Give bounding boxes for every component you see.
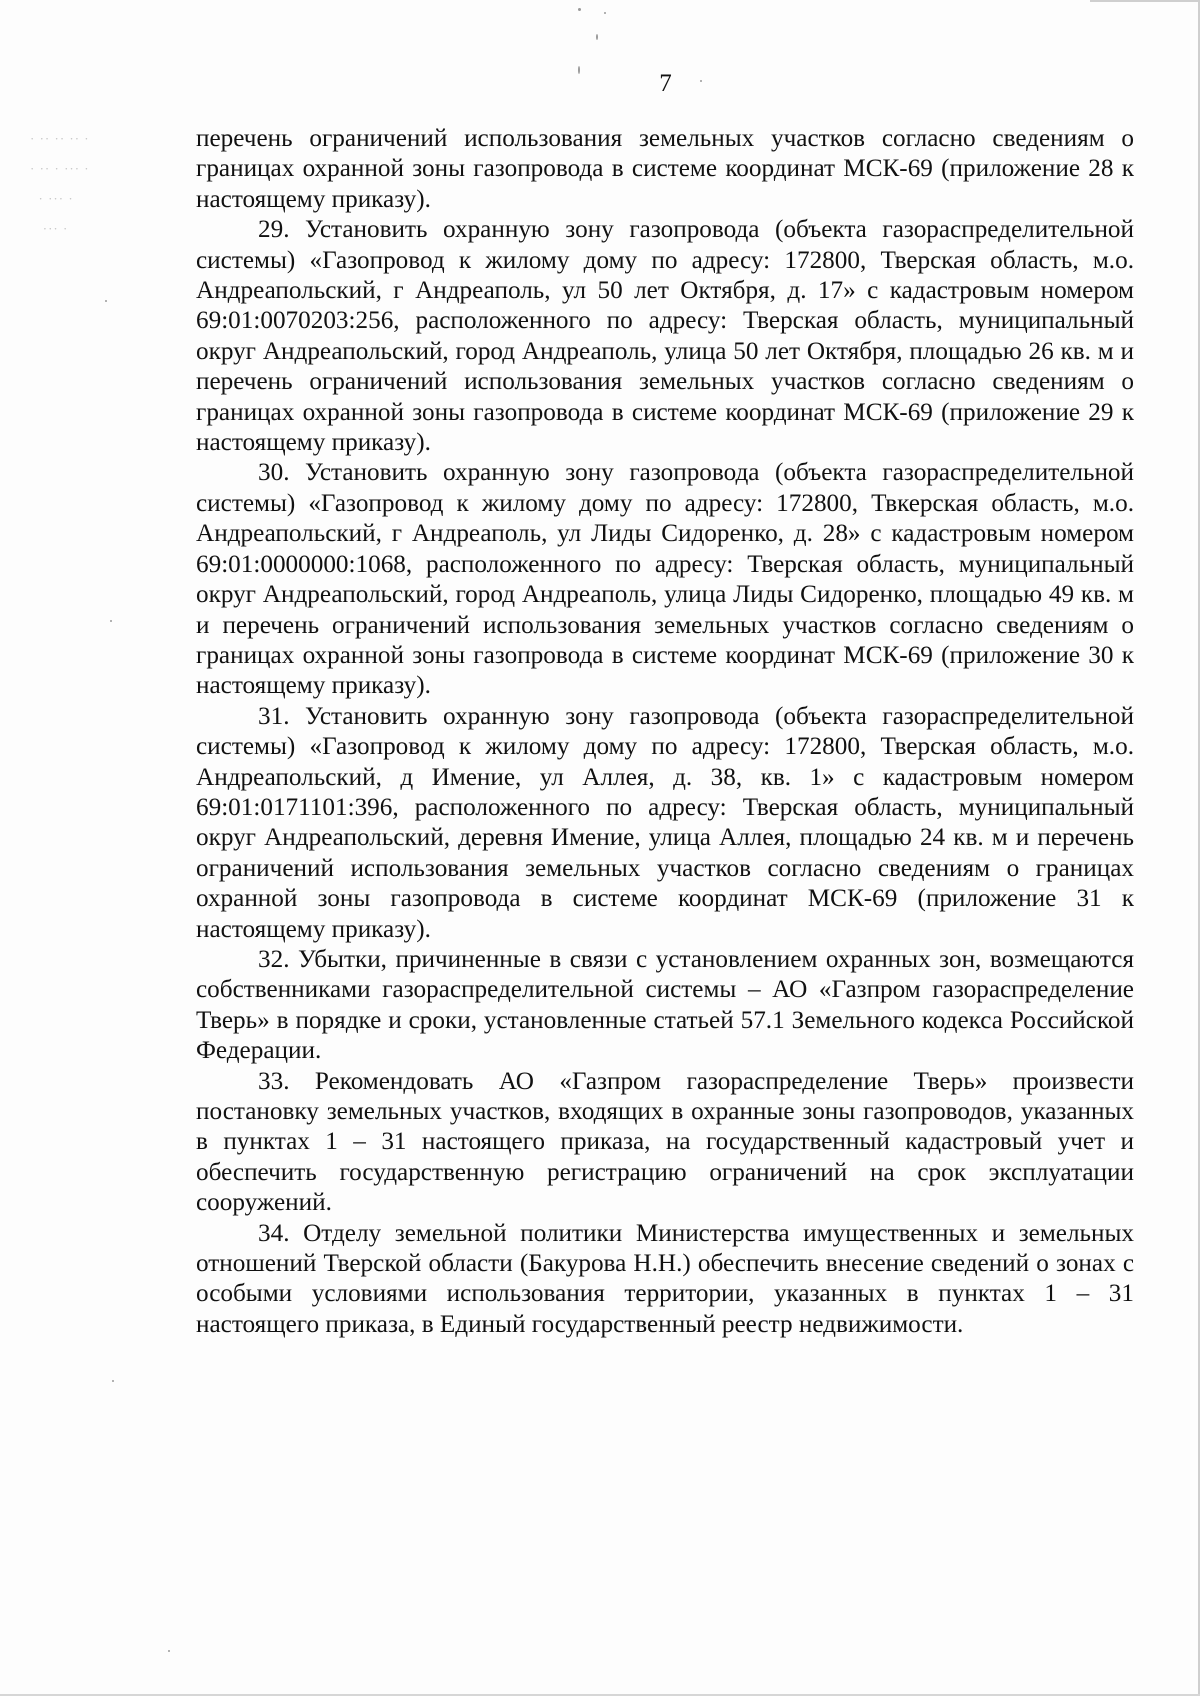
scan-speck	[578, 8, 581, 11]
paragraph-33: 33. Рекомендовать АО «Газпром газораспределение Тверь» произвести постановку земельных участков, входящих в охранные зоны газопроводов, указанных в пунктах 1 – 31 настоящего приказа, на государственный кадастровый учет и обеспечить государственную регистрацию ограничений на срок эксплуатации сооружений.	[196, 1067, 1134, 1217]
paragraph-32: 32. Убытки, причиненные в связи с установлением охранных зон, возмещаются собственниками газораспределительной системы – АО «Газпром газораспределение Тверь» в порядке и сроки, установленные статьей 57.1 Земельного кодекса Российской Федерации.	[196, 945, 1134, 1065]
scan-edge-top	[1090, 0, 1200, 2]
page-number: 7	[659, 70, 672, 97]
margin-bleed-through	[30, 124, 140, 244]
scan-speck	[110, 620, 112, 622]
paragraph-34: 34. Отделу земельной политики Министерства имущественных и земельных отношений Тверской области (Бакурова Н.Н.) обеспечить внесение сведений о зонах с особыми условиями использования территории, указанных в пунктах 1 – 31 настоящего приказа, в Единый государственный реестр недвижимости.	[196, 1219, 1134, 1338]
scan-speck	[604, 12, 606, 14]
scan-speck	[168, 1650, 170, 1652]
paragraph-29: 29. Установить охранную зону газопровода (объекта газораспределительной системы) «Газопровод к жилому дому по адресу: 172800, Тверская область, м.о. Андреапольский, г Андреаполь, ул 50 лет Октября, д. 17» с кадастровым номером 69:01:0070203:256, расположенного по адресу: Тверская область, муниципальный округ Андреапольский, город Андреаполь, улица 50 лет Октября, площадью 26 кв. м и перечень ограничений использования земельных участков согласно сведениям о границах охранной зоны газопровода в системе координат МСК-69 (приложение 29 к настоящему приказу).	[196, 216, 1134, 457]
scan-speck	[596, 34, 598, 40]
document-body	[196, 124, 1134, 1340]
paragraph-30: 30. Установить охранную зону газопровода (объекта газораспределительной системы) «Газопровод к жилому дому по адресу: 172800, Твкерская область, м.о. Андреапольский, г Андреаполь, ул Лиды Сидоренко, д. 28» с кадастровым номером 69:01:0000000:1068, расположенного по адресу: Тверская область, муниципальный округ Андреапольский, город Андреаполь, улица Лиды Сидоренко, площадью 49 кв. м и перечень ограничений использования земельных участков согласно сведениям о границах охранной зоны газопровода в системе координат МСК-69 (приложение 30 к настоящему приказу).	[196, 459, 1134, 700]
scan-speck	[112, 1380, 114, 1382]
paragraph-31: 31. Установить охранную зону газопровода (объекта газораспределительной системы) «Газопровод к жилому дому по адресу: 172800, Тверская область, м.о. Андреапольский, д Имение, ул Аллея, д. 38, кв. 1» с кадастровым номером 69:01:0171101:396, расположенного по адресу: Тверская область, муниципальный округ Андреапольский, деревня Имение, улица Аллея, площадью 24 кв. м и перечень ограничений использования земельных участков согласно сведениям о границах охранной зоны газопровода в системе координат МСК-69 (приложение 31 к настоящему приказу).	[196, 702, 1134, 943]
bleed-through-smudge: · ·· · ··· ·	[30, 161, 90, 176]
bleed-through-smudge: · ·· ·· ·· ·	[30, 131, 90, 146]
bleed-through-smudge: · ··· ·	[30, 191, 74, 206]
paragraph-28-continuation: перечень ограничений использования земельных участков согласно сведениям о границах охранной зоны газопровода в системе координат МСК-69 (приложение 28 к настоящему приказу).	[196, 125, 1134, 213]
bleed-through-smudge: ··· ·	[30, 221, 69, 236]
scan-speck	[105, 300, 107, 302]
